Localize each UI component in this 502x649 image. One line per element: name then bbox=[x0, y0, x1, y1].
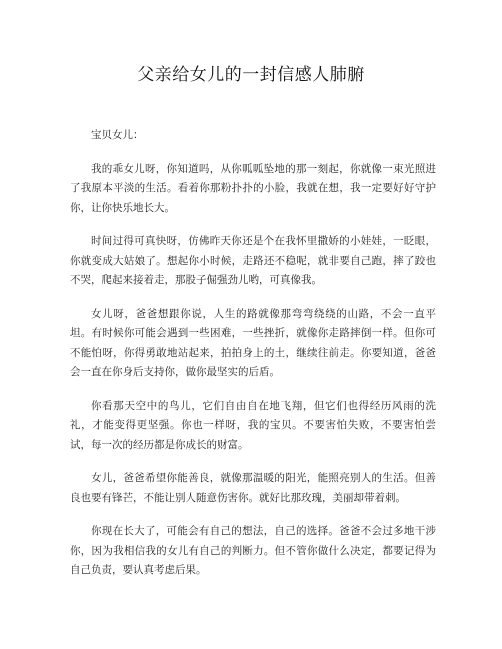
paragraph-1: 我的乖女儿呀，你知道吗，从你呱呱坠地的那一刻起，你就像一束光照进了我原本平淡的生活。看着你那粉扑扑的小脸，我就在想，我一定要好好守护你，让你快乐地长大。 bbox=[70, 162, 436, 214]
document-body bbox=[70, 126, 436, 595]
paragraph-4: 你看那天空中的鸟儿，它们自由自在地飞翔，但它们也得经历风雨的洗礼，才能变得更坚强。你也一样呀，我的宝贝。不要害怕失败，不要害怕尝试，每一次的经历都是你成长的财富。 bbox=[70, 399, 436, 451]
document-title: 父亲给女儿的一封信感人肺腑 bbox=[137, 65, 365, 85]
paragraph-6: 你现在长大了，可能会有自己的想法，自己的选择。爸爸不会过多地干涉你，因为我相信我的女儿有自己的判断力。但不管你做什么决定，都要记得为自己负责，要认真考虑后果。 bbox=[70, 525, 436, 576]
paragraph-5: 女儿，爸爸希望你能善良，就像那温暖的阳光，能照亮别人的生活。但善良也要有锋芒，不能让别人随意伤害你。就好比那玫瑰，美丽却带着刺。 bbox=[70, 472, 436, 504]
paragraph-3: 女儿呀，爸爸想跟你说，人生的路就像那弯弯绕绕的山路，不会一直平坦。有时候你可能会遇到一些困难，一些挫折，就像你走路摔倒一样。但你可不能怕呀，你得勇敢地站起来，拍拍身上的土，继续往前走。你要知道，爸爸会一直在你身后支持你，做你最坚实的后盾。 bbox=[70, 307, 436, 378]
salutation: 宝贝女儿： bbox=[91, 129, 144, 141]
paragraph-2: 时间过得可真快呀，仿佛昨天你还是个在我怀里撒娇的小娃娃，一眨眼，你就变成大姑娘了。想起你小时候，走路还不稳呢，就非要自己跑，摔了跤也不哭，爬起来接着走，那股子倔强劲儿哟，可真像我。 bbox=[70, 235, 436, 286]
